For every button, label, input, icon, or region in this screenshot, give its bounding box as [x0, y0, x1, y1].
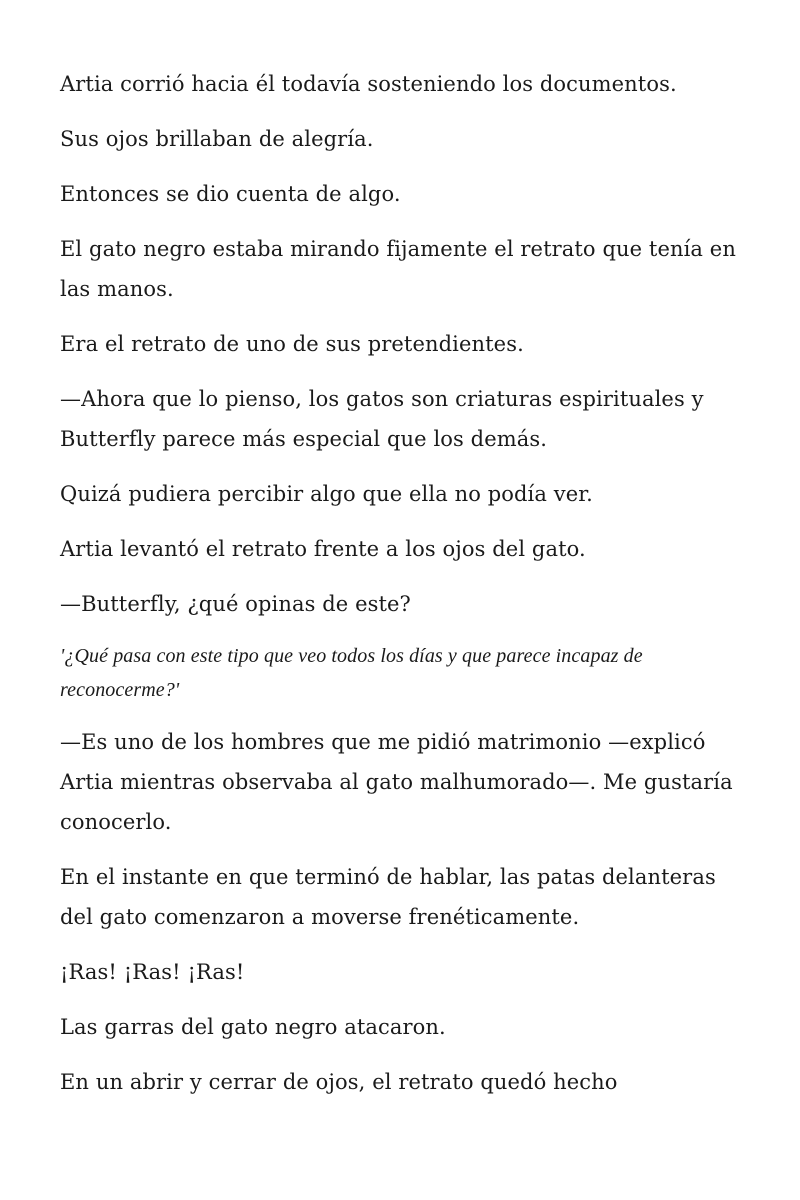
- paragraph: El gato negro estaba mirando fijamente el retrato que tenía en las manos.: [60, 237, 736, 301]
- thought-paragraph: '¿Qué pasa con este tipo que veo todos los días y que parece incapaz de reconocerme?': [60, 645, 643, 701]
- paragraph: Entonces se dio cuenta de algo.: [60, 182, 401, 206]
- paragraph: En un abrir y cerrar de ojos, el retrato quedó hecho: [60, 1070, 618, 1094]
- paragraph: Sus ojos brillaban de alegría.: [60, 127, 374, 151]
- paragraph: Quizá pudiera percibir algo que ella no podía ver.: [60, 482, 593, 506]
- paragraph: ¡Ras! ¡Ras! ¡Ras!: [60, 960, 245, 984]
- paragraph: —Butterfly, ¿qué opinas de este?: [60, 592, 411, 616]
- paragraph: Las garras del gato negro atacaron.: [60, 1015, 446, 1039]
- paragraph: Artia corrió hacia él todavía sosteniendo los documentos.: [60, 72, 677, 96]
- paragraph: —Es uno de los hombres que me pidió matrimonio —explicó Artia mientras observaba al gato malhumorado—. Me gustaría conocerlo.: [60, 730, 733, 834]
- paragraph: —Ahora que lo pienso, los gatos son criaturas espirituales y Butterfly parece más especial que los demás.: [60, 387, 704, 451]
- paragraph: En el instante en que terminó de hablar, las patas delanteras del gato comenzaron a moverse frenéticamente.: [60, 865, 716, 929]
- paragraph: Artia levantó el retrato frente a los ojos del gato.: [60, 537, 586, 561]
- paragraph: Era el retrato de uno de sus pretendientes.: [60, 332, 524, 356]
